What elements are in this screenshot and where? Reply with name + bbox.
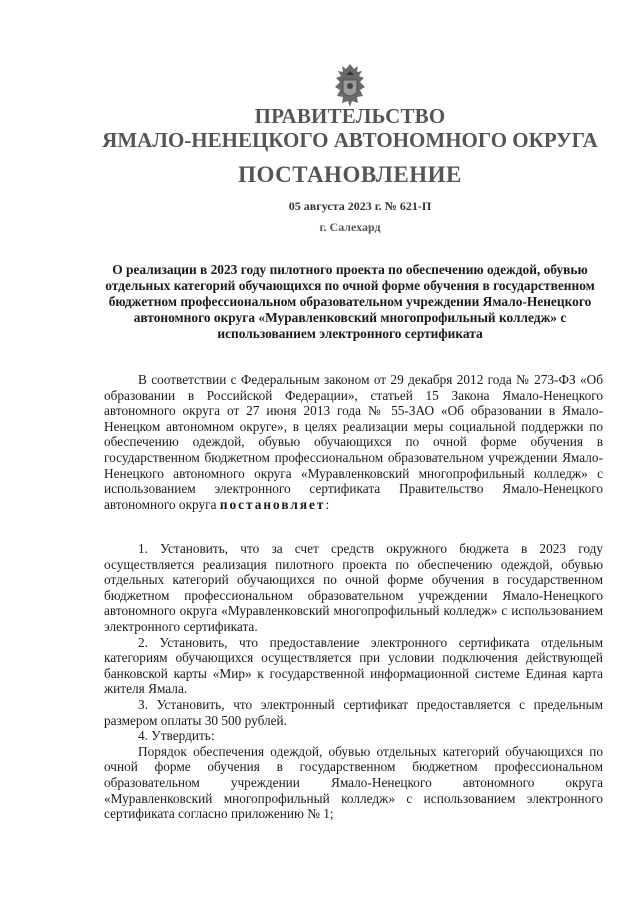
decree-item-4-subitem: Порядок обеспечения одеждой, обувью отдельных категорий обучающихся по очной форме обучения в государственном бюджетном профессиональном образовательном учреждении Ямало-Ненецкого автономного округа «Муравленковский многопрофильный колледж» с использованием электронного сертификата согласно приложению № 1; bbox=[104, 743, 603, 822]
preamble-text: В соответствии с Федеральным законом от 29 декабря 2012 года № 273-ФЗ «Об образовании в Российской Федерации», статьей 15 Закона Ямало-Ненецкого автономного округа от 27 июня 2013 года № 55-ЗАО «Об образовании в Ямало-Ненецком автономном округе», в целях реализации меры социальной поддержки по обеспечению одеждой, обувью обучающихся по очной форме обучения в государственном бюджетном профессиональном образовательном учреждении Ямало-Ненецкого автономного округа «Муравленковский многопрофильный колледж» с использованием электронного сертификата Правительство Ямало-Ненецкого автономного округа bbox=[104, 372, 603, 512]
decrees-word: постановляет bbox=[219, 496, 326, 512]
decree-item-2: 2. Установить, что предоставление электронного сертификата отдельным категориям обучающихся осуществляется при условии подключения действующей банковской карты «Мир» к государственной информационной системе Единая карта жителя Ямала. bbox=[104, 634, 603, 697]
decree-items bbox=[104, 541, 603, 822]
decree-item-4: 4. Утвердить: bbox=[138, 728, 215, 744]
government-title-line2: ЯМАЛО-НЕНЕЦКОГО АВТОНОМНОГО ОКРУГА bbox=[102, 128, 598, 152]
preamble-colon: : bbox=[325, 496, 330, 512]
city-name: г. Салехард bbox=[319, 220, 381, 234]
preamble-paragraph bbox=[104, 372, 603, 512]
date-and-number: 05 августа 2023 г. № 621-П bbox=[288, 199, 432, 213]
decree-item-1: 1. Установить, что за счет средств окружного бюджета в 2023 году осуществляется реализация пилотного проекта по обеспечению одеждой, обувью отдельных категорий обучающихся по очной форме обучения в государственном бюджетном профессиональном образовательном учреждении Ямало-Ненецкого автономного округа «Муравленковский многопрофильный колледж» с использованием электронного сертификата. bbox=[104, 541, 603, 634]
decree-item-3: 3. Установить, что электронный сертификат предоставляется с предельным размером оплаты 30 500 рублей. bbox=[104, 696, 603, 728]
decree-title: О реализации в 2023 году пилотного проекта по обеспечению одеждой, обувью отдельных категорий обучающихся по очной форме обучения в государственном бюджетном профессиональном образовательном учреждении Ямало-Ненецкого автономного округа «Муравленковский многопрофильный колледж» с использованием электронного сертификата bbox=[105, 262, 595, 341]
document-type-heading: ПОСТАНОВЛЕНИЕ bbox=[238, 162, 462, 187]
government-title-line1: ПРАВИТЕЛЬСТВО bbox=[254, 104, 446, 128]
